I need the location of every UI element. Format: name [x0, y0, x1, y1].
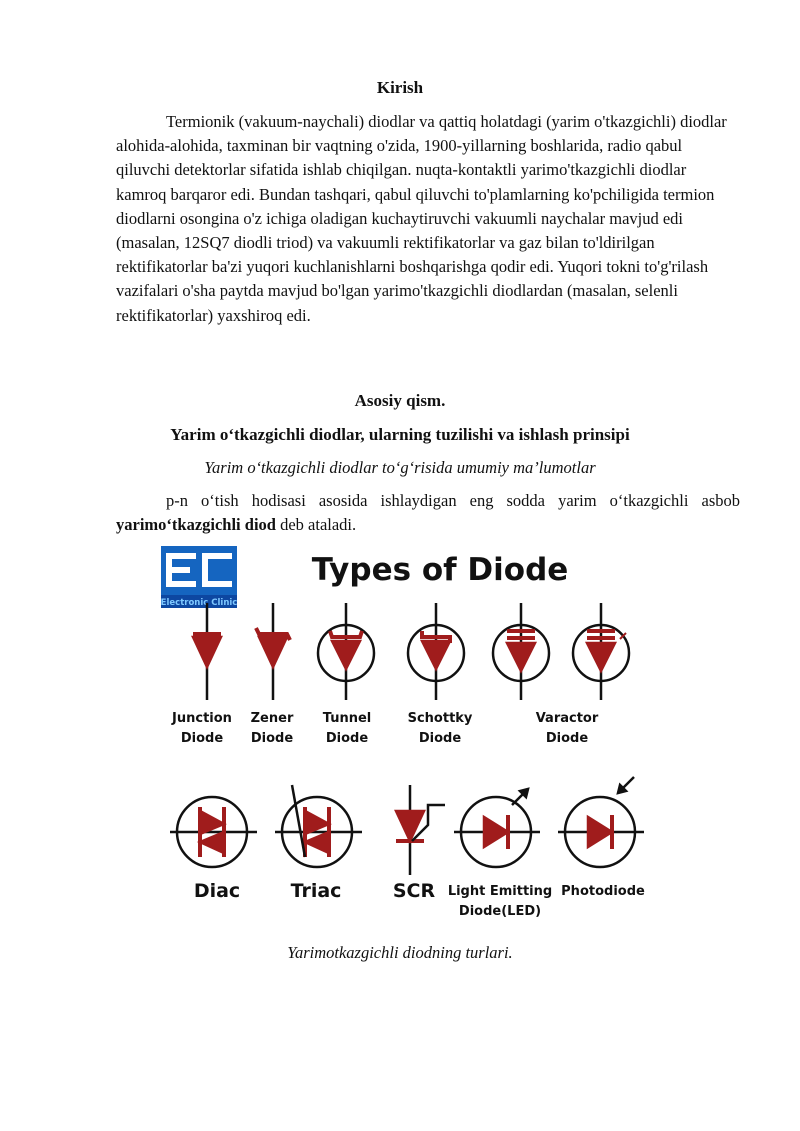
definition-text-start: p-n o‘tish hodisasi asosida ishlaydigan eng sodda yarim o‘tkazgichli asbob — [166, 491, 740, 510]
section-title: Yarim o‘tkazgichli diodlar, ularning tuzilishi va ishlash prinsipi — [170, 425, 630, 444]
label-varactor-line1: Varactor — [535, 711, 599, 726]
definition-paragraph — [116, 489, 740, 537]
definition-text-end: deb ataladi. — [275, 515, 357, 535]
label-varactor-line2: Diode — [545, 731, 589, 746]
diode-types-figure — [160, 545, 655, 923]
led-symbol — [454, 789, 540, 867]
label-led-line1: Light Emitting — [447, 884, 553, 899]
label-schottky-line1: Schottky — [407, 711, 473, 726]
intro-paragraph: Termionik (vakuum-naychali) diodlar va qattiq holatdagi (yarim o'tkazgichli) diodlar alohida-alohida, taxminan bir vaqtning o'zida, 1900-yillarning boshlarida, radio qabul qiluvchi detektorlar sifatida ishlab chiqilgan. nuqta-kontaktli yarimo'tkazgichli diodlar kamroq barqaror edi. Bundan tashqari, qabul qiluvchi to'plamlarning ko'pchiligida termion diodlarni osongina o'z ichiga oladigan kuchaytiruvchi vakuumli naychalar mavjud edi (masalan, 12SQ7 diodli triod) va vakuumli rektifikatorlar va gaz bilan to'ldirilgan rektifikatorlar ba'zi yuqori kuchlanishlarni boshqarishga qodir edi. Yuqori tokni to'g'rilash vazifalari o'sha paytda mavjud bo'lgan yarimo'tkazgichli diodlardan (masalan, selenli rektifikatorlar) yaxshiroq edi. — [116, 112, 727, 325]
label-photodiode: Photodiode — [561, 884, 645, 899]
scr-symbol — [396, 785, 445, 875]
varactor-diode-variable-symbol — [573, 603, 629, 700]
triac-symbol — [275, 785, 362, 867]
tunnel-diode-symbol — [318, 603, 374, 700]
label-zener-line2: Diode — [250, 731, 294, 746]
label-schottky-line2: Diode — [418, 731, 462, 746]
label-tunnel-line2: Diode — [325, 731, 369, 746]
electronic-clinic-logo — [161, 546, 238, 608]
varactor-diode-symbol — [493, 603, 549, 700]
schottky-diode-symbol — [408, 603, 464, 700]
label-junction-line2: Diode — [180, 731, 224, 746]
figure-title: Types of Diode — [311, 552, 569, 588]
section-subtitle: Yarim o‘tkazgichli diodlar to‘g‘risida umumiy ma’lumotlar — [204, 458, 596, 477]
intro-heading: Kirish — [376, 78, 424, 97]
junction-diode-symbol — [193, 603, 221, 700]
label-tunnel-line1: Tunnel — [322, 711, 372, 726]
diac-symbol — [170, 797, 257, 867]
figure-caption: Yarimotkazgichli diodning turlari. — [287, 943, 513, 962]
logo-text: Electronic Clinic — [160, 598, 238, 608]
label-led-line2: Diode(LED) — [458, 904, 542, 919]
photodiode-symbol — [558, 777, 644, 867]
label-zener-line1: Zener — [250, 711, 294, 726]
label-junction-line1: Junction — [172, 711, 232, 726]
label-diac: Diac — [193, 880, 241, 902]
definition-term: yarimo‘tkazgichli diod — [116, 515, 276, 535]
label-scr: SCR — [392, 880, 436, 902]
main-heading: Asosiy qism. — [354, 391, 446, 410]
zener-diode-symbol — [256, 603, 290, 700]
label-triac: Triac — [290, 880, 342, 902]
